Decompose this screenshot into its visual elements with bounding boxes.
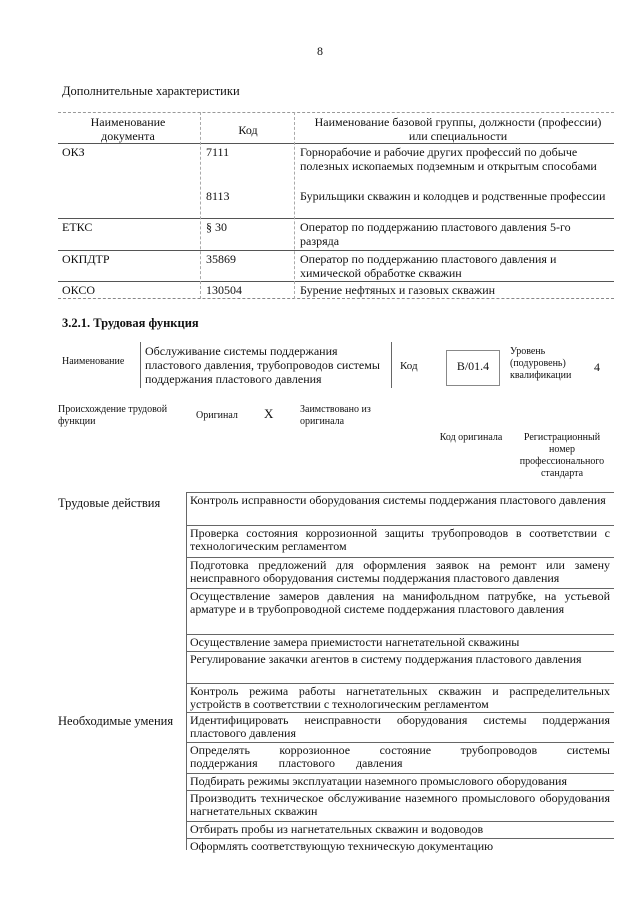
list-item: Регулирование закачки агентов в систему поддержания пластового давления (190, 652, 582, 666)
cell-code: 130504 (206, 283, 242, 297)
cell-code: 8113 (206, 189, 230, 203)
labor-function-title: 3.2.1. Трудовая функция (62, 316, 199, 330)
cell-name: Горнорабочие и рабочие других профессий по добыче полезных ископаемых подземным и открытым способами (300, 145, 597, 173)
cell-doc: ОКПДТР (62, 252, 110, 266)
list-item: Осуществление замеров давления на манифольдном патрубке, на устьевой арматуре и в трубопроводной системе поддержания пластового давления (190, 589, 610, 617)
cell-doc: ЕТКС (62, 220, 93, 234)
original-mark: X (264, 406, 274, 421)
left-rule (186, 492, 187, 850)
function-code: В/01.4 (446, 350, 500, 386)
cell-code: § 30 (206, 220, 227, 234)
list-item: Определять коррозионное состояние трубопроводов системы поддержания пластового давления (190, 743, 610, 771)
header-name: Наименование базовой группы, должности (профессии) или специальности (314, 115, 602, 143)
origin-label: Происхождение трудовой функции (58, 404, 168, 427)
list-item: Контроль режима работы нагнетательных скважин и распределительных устройств в соответствии с технологическим регламентом (190, 684, 610, 712)
code-label: Код (400, 360, 418, 372)
function-name: Обслуживание системы поддержания пластового давления, трубопроводов системы поддержания пластового давления (140, 342, 392, 388)
header-doc: Наименование документа (90, 115, 166, 143)
cell-name: Бурение нефтяных и газовых скважин (300, 283, 496, 297)
cell-code: 35869 (206, 252, 236, 266)
list-item: Контроль исправности оборудования системы поддержания пластового давления (190, 493, 606, 507)
required-skills-label: Необходимые умения (58, 714, 174, 728)
list-item: Производить техническое обслуживание наземного промыслового оборудования нагнетательных скважин (190, 791, 610, 819)
name-label: Наименование (62, 356, 125, 367)
cell-name: Оператор по поддержанию пластового давления 5-го разряда (300, 220, 571, 248)
list-item: Проверка состояния коррозионной защиты трубопроводов в соответствии с технологическим регламентом (190, 526, 610, 554)
registration-number-label: Регистрационный номер профессионального стандарта (519, 432, 605, 479)
cell-name: Оператор по поддержанию пластового давления и химической обработке скважин (300, 252, 557, 280)
cell-name: Бурильщики скважин и колодцев и родственные профессии (300, 189, 606, 203)
list-item: Оформлять соответствующую техническую документацию (190, 839, 494, 853)
additional-characteristics-title: Дополнительные характеристики (62, 84, 240, 98)
list-item: Отбирать пробы из нагнетательных скважин и водоводов (190, 822, 484, 836)
header-code: Код (238, 123, 258, 137)
list-item: Подготовка предложений для оформления заявок на ремонт или замену неисправного оборудования системы поддержания пластового давления (190, 558, 610, 586)
borrowed-label: Заимствовано из оригинала (300, 404, 371, 427)
labor-actions-label: Трудовые действия (58, 496, 161, 510)
cell-doc: ОКЗ (62, 145, 85, 159)
list-item: Подбирать режимы эксплуатации наземного промыслового оборудования (190, 774, 567, 788)
page-number: 8 (317, 44, 323, 58)
list-item: Осуществление замера приемистости нагнетательной скважины (190, 635, 520, 649)
qualification-level-value: 4 (594, 360, 600, 374)
original-label: Оригинал (196, 410, 238, 421)
list-item: Идентифицировать неисправности оборудования системы поддержания пластового давления (190, 713, 610, 741)
original-code-label: Код оригинала (439, 432, 503, 443)
cell-doc: ОКСО (62, 283, 96, 297)
qualification-level-label: Уровень (подуровень) квалификации (510, 346, 572, 381)
cell-code: 7111 (206, 145, 230, 159)
